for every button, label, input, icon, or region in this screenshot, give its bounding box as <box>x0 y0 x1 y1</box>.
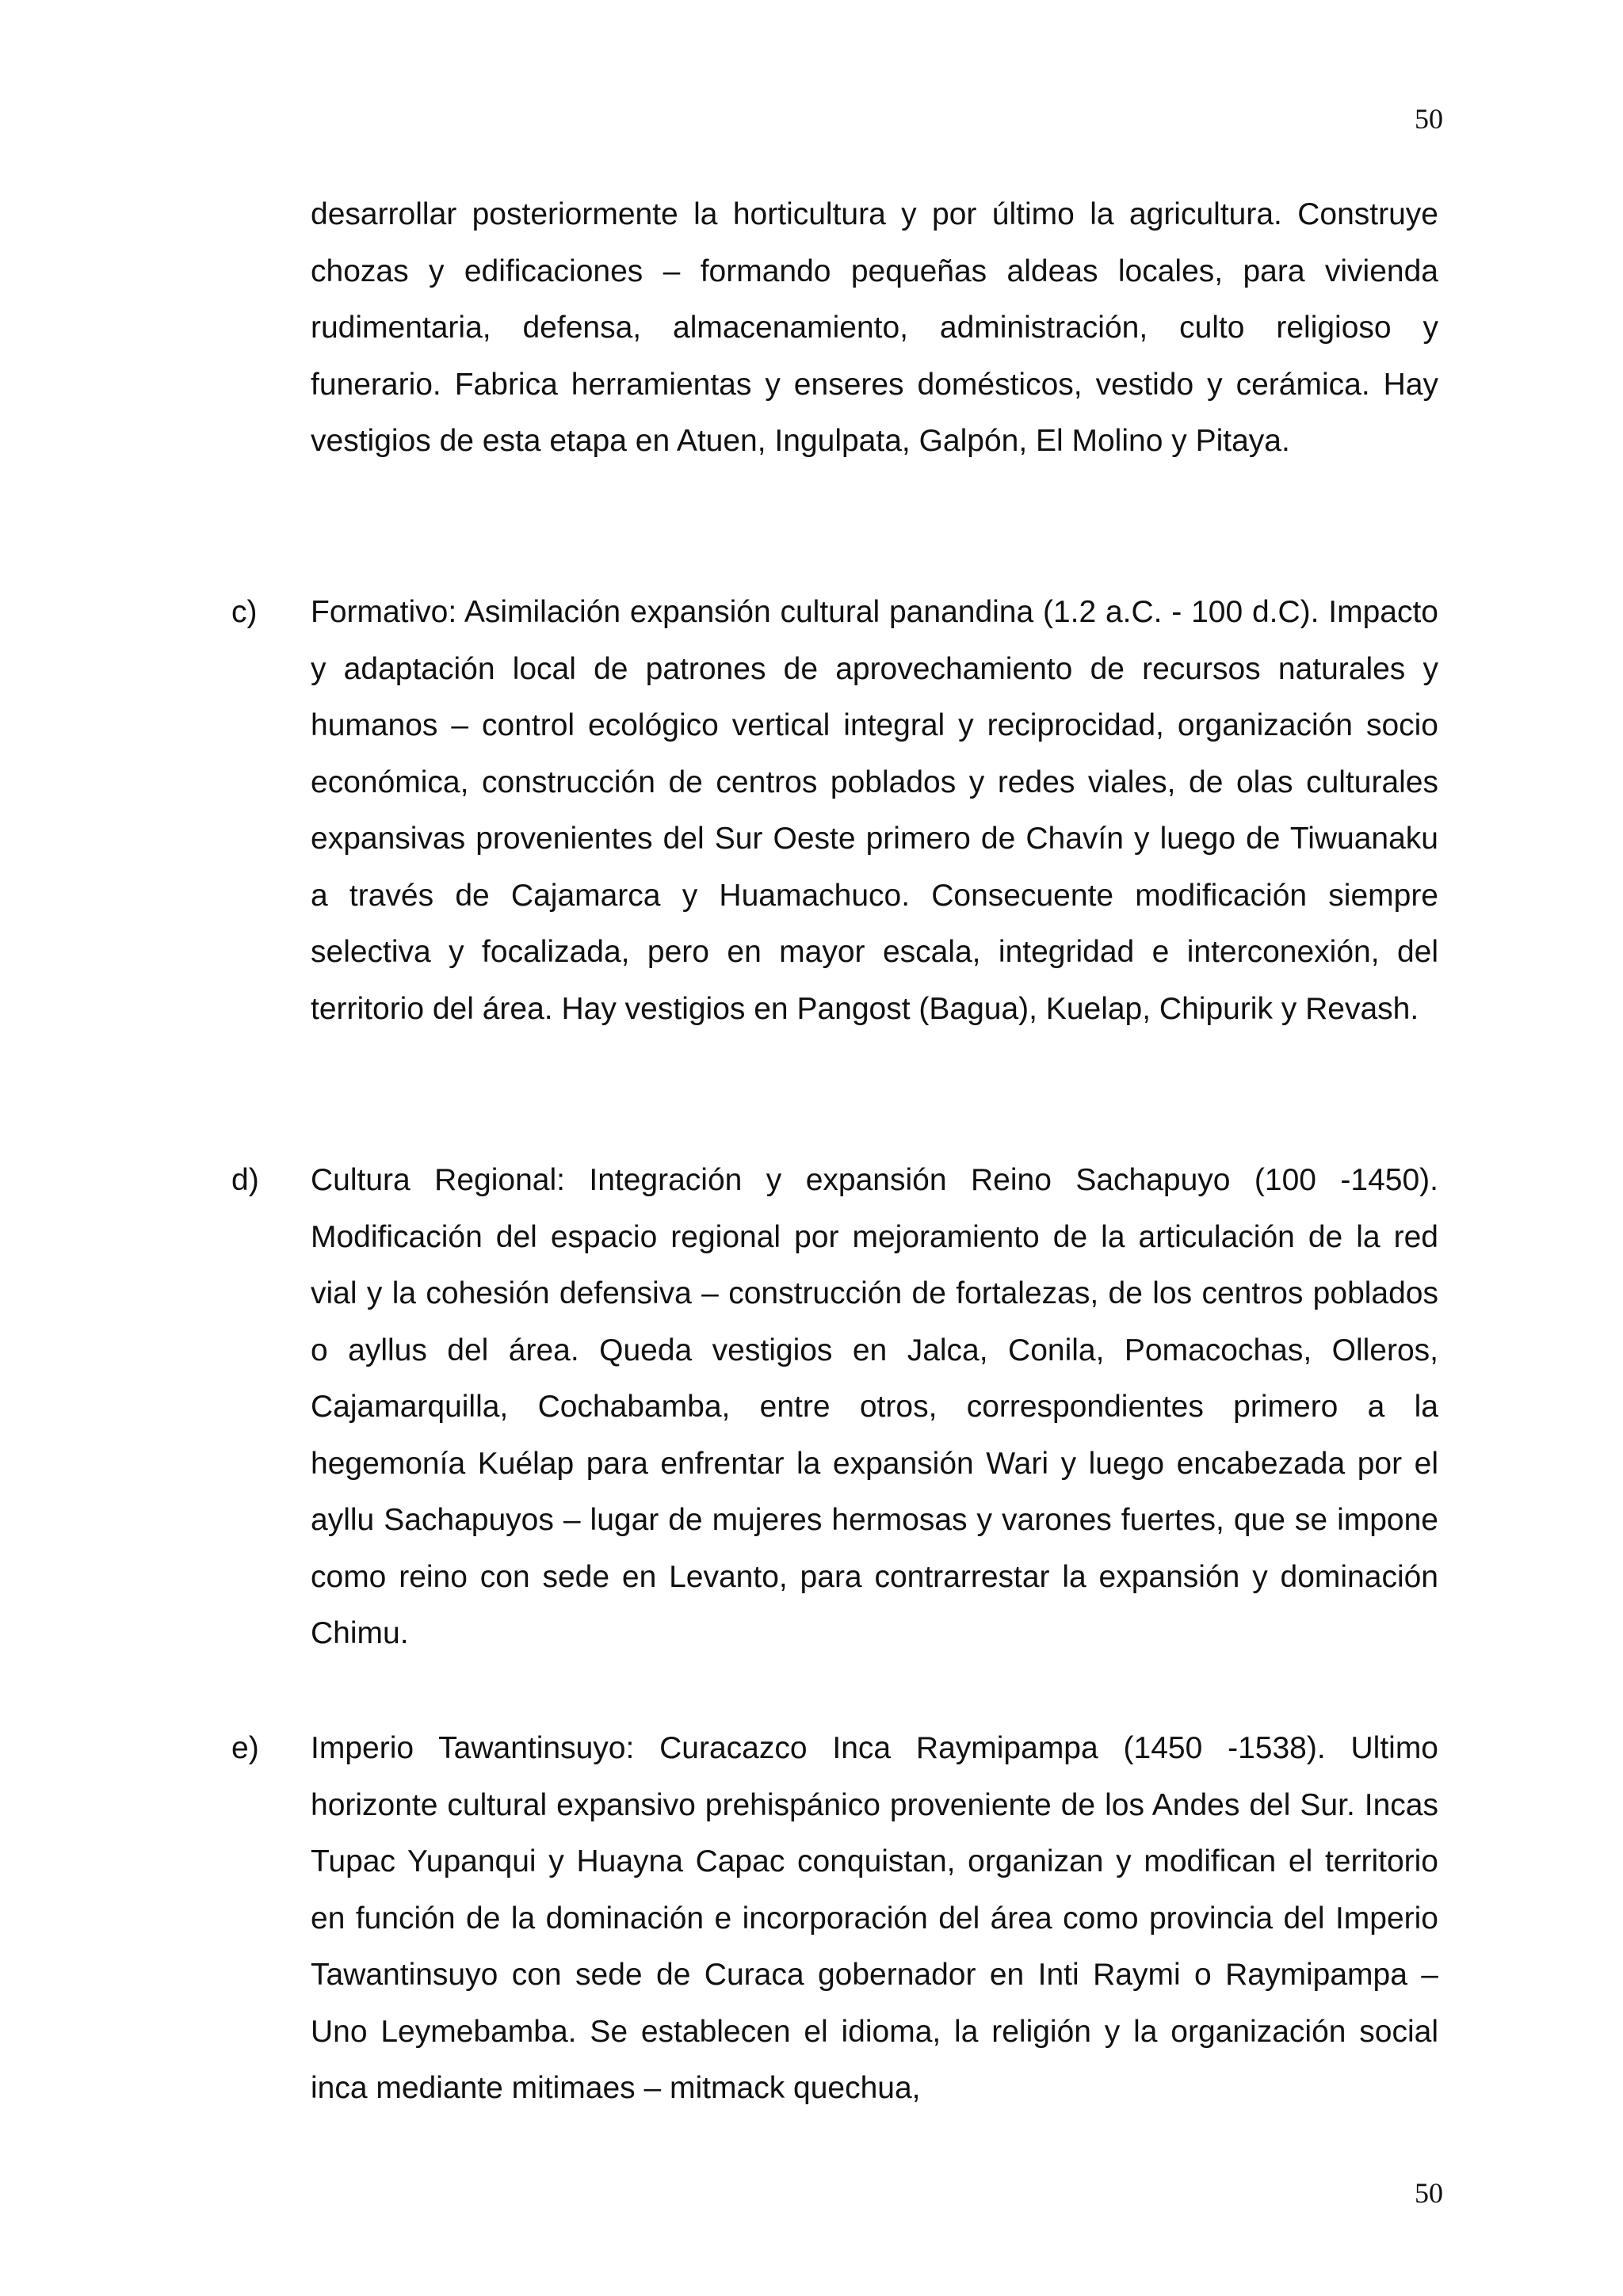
continuation-paragraph: desarrollar posteriormente la horticultura y por último la agricultura. Construye chozas y edificaciones – formando pequeñas aldeas locales, para vivienda rudimentaria, defensa, almacenamiento, administración, culto religioso y funerario. Fabrica herramientas y enseres domésticos, vestido y cerámica. Hay vestigios de esta etapa en Atuen, Ingulpata, Galpón, El Molino y Pitaya. <box>311 197 1438 458</box>
list-item-text: Formativo: Asimilación expansión cultural panandina (1.2 a.C. - 100 d.C). Impacto y adaptación local de patrones de aprovechamiento de recursos naturales y humanos – control ecológico vertical integral y reciprocidad, organización socio económica, construcción de centros poblados y redes viales, de olas culturales expansivas provenientes del Sur Oeste primero de Chavín y luego de Tiwuanaku a través de Cajamarca y Huamachuco. Consecuente modificación siempre selectiva y focalizada, pero en mayor escala, integridad e interconexión, del territorio del área. Hay vestigios en Pangost (Bagua), Kuelap, Chipurik y Revash. <box>311 595 1438 1026</box>
list-item-text: Imperio Tawantinsuyo: Curacazco Inca Raymipampa (1450 -1538). Ultimo horizonte cultural expansivo prehispánico proveniente de los Andes del Sur. Incas Tupac Yupanqui y Huayna Capac conquistan, organizan y modifican el territorio en función de la dominación e incorporación del área como provincia del Imperio Tawantinsuyo con sede de Curaca gobernador en Inti Raymi o Raymipampa – Uno Leymebamba. Se establecen el idioma, la religión y la organización social inca mediante mitimaes – mitmack quechua, <box>311 1731 1438 2105</box>
list-marker: c) <box>231 595 258 629</box>
list-marker: e) <box>231 1731 259 1765</box>
page-number-top: 50 <box>1415 103 1443 135</box>
list-marker: d) <box>231 1163 259 1197</box>
page-number-bottom: 50 <box>1415 2177 1443 2209</box>
list-item-text: Cultura Regional: Integración y expansión Reino Sachapuyo (100 -1450). Modificación del espacio regional por mejoramiento de la articulación de la red vial y la cohesión defensiva – construcción de fortalezas, de los centros poblados o ayllus del área. Queda vestigios en Jalca, Conila, Pomacochas, Olleros, Cajamarquilla, Cochabamba, entre otros, correspondientes primero a la hegemonía Kuélap para enfrentar la expansión Wari y luego encabezada por el ayllu Sachapuyos – lugar de mujeres hermosas y varones fuertes, que se impone como reino con sede en Levanto, para contrarrestar la expansión y dominación Chimu. <box>311 1163 1438 1650</box>
